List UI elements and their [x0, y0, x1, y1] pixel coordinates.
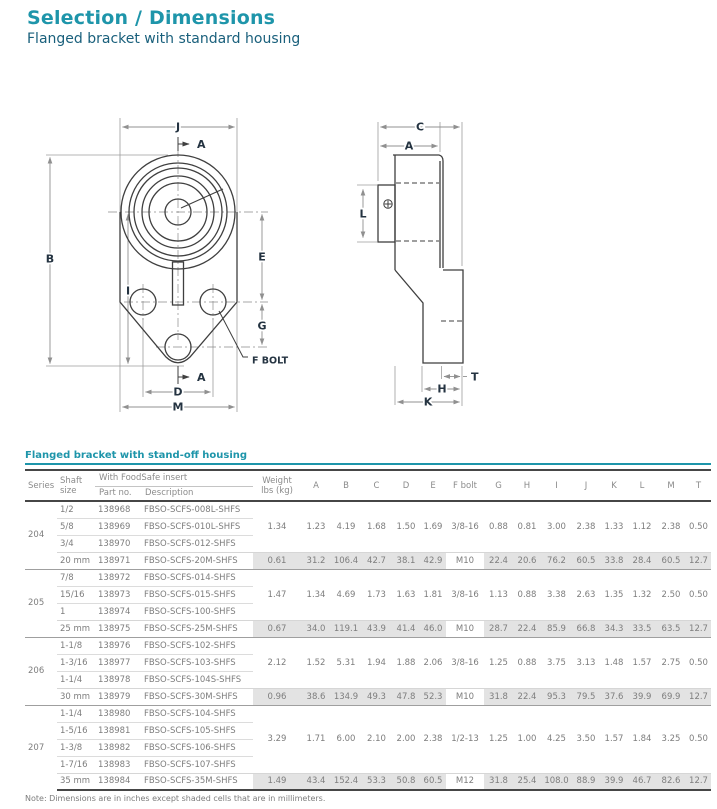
value-cell-mm: M10 [446, 620, 484, 637]
part-no-cell: 138976 [95, 637, 141, 654]
shaft-size-cell: 1-7/16 [57, 756, 95, 773]
value-cell-mm: 20.6 [513, 552, 541, 569]
col-header-dim-g: G [484, 470, 513, 501]
value-cell: 1.33 [604, 521, 624, 532]
value-cell: 0.50 [689, 521, 708, 532]
part-no-cell: 138974 [95, 603, 141, 620]
part-no-cell: 138981 [95, 722, 141, 739]
value-cell-mm: 43.9 [361, 620, 392, 637]
part-no-cell: 138984 [95, 773, 141, 790]
col-header-foodsafe-insert: With FoodSafe insert [95, 470, 253, 486]
col-header-dim-h: H [513, 470, 541, 501]
description-cell: FBSO-SCFS-104S-SHFS [141, 671, 253, 688]
stand-off-foot [395, 270, 463, 363]
value-cell: 3.75 [541, 637, 572, 688]
value-cell: 1.47 [253, 569, 301, 620]
value-cell: 2.63 [572, 569, 600, 620]
dim-label-i: I [125, 284, 131, 298]
description-cell: FBSO-SCFS-104-SHFS [141, 705, 253, 722]
shaft-size-cell: 3/4 [57, 535, 95, 552]
shaft-size-cell: 1-3/8 [57, 739, 95, 756]
value-cell-mm: 60.5 [656, 552, 686, 569]
value-cell: 1.50 [396, 521, 416, 532]
part-no-cell: 138970 [95, 535, 141, 552]
shaft-size-cell: 20 mm [57, 552, 95, 569]
value-cell: 1.63 [392, 569, 420, 620]
value-cell-mm: 38.6 [301, 688, 331, 705]
dim-label-d: D [173, 385, 183, 399]
value-cell-mm: 134.9 [331, 688, 361, 705]
value-cell: 1.94 [361, 637, 392, 688]
value-cell: 1.00 [513, 705, 541, 773]
description-cell: FBSO-SCFS-107-SHFS [141, 756, 253, 773]
description-cell: FBSO-SCFS-100-SHFS [141, 603, 253, 620]
shaft-size-cell: 15/16 [57, 586, 95, 603]
value-cell-mm: 0.67 [253, 620, 301, 637]
value-cell-mm: 22.4 [513, 620, 541, 637]
page-title: Selection / Dimensions [27, 7, 276, 29]
shaft-collar [378, 185, 395, 242]
table-row [25, 501, 711, 518]
value-cell-mm: 41.4 [392, 620, 420, 637]
value-cell: 0.50 [686, 637, 711, 688]
value-cell: 1.25 [484, 637, 513, 688]
shaft-size-cell: 1-1/4 [57, 705, 95, 722]
value-cell-mm: 39.9 [628, 688, 656, 705]
value-cell: 3.00 [547, 521, 566, 532]
col-header-weight: Weight lbs (kg) [253, 470, 301, 501]
description-cell: FBSO-SCFS-105-SHFS [141, 722, 253, 739]
value-cell-mm: 42.9 [420, 552, 446, 569]
value-cell: 1.57 [628, 637, 656, 688]
col-header-dim-l: L [628, 470, 656, 501]
value-cell-mm: M12 [446, 773, 484, 790]
value-cell: 3.38 [541, 569, 572, 620]
value-cell-mm: 82.6 [656, 773, 686, 790]
value-cell: 1.57 [600, 705, 628, 773]
shaft-size-cell: 30 mm [57, 688, 95, 705]
value-cell: 3/8-16 [451, 521, 479, 532]
value-cell-mm: 34.3 [600, 620, 628, 637]
value-cell: 3/8-16 [446, 637, 484, 688]
table-row-mm [25, 552, 711, 569]
value-cell-mm: 76.2 [541, 552, 572, 569]
value-cell-mm: 39.9 [600, 773, 628, 790]
table-row-mm [25, 773, 711, 790]
value-cell: 3.50 [572, 705, 600, 773]
part-no-cell: 138975 [95, 620, 141, 637]
front-dimension-lines [50, 127, 262, 407]
col-header-dim-k: K [600, 470, 628, 501]
value-cell-mm: 31.8 [484, 773, 513, 790]
value-cell-mm: 33.5 [628, 620, 656, 637]
shaft-size-cell: 1-1/8 [57, 637, 95, 654]
dim-label-l: L [359, 207, 367, 221]
series-cell: 206 [25, 637, 57, 705]
table-note: Note: Dimensions are in inches except shaded cells that are in millimeters. [25, 794, 326, 803]
value-cell: 5.31 [331, 637, 361, 688]
value-cell-mm: 46.7 [628, 773, 656, 790]
value-cell: 4.19 [336, 521, 356, 532]
value-cell: 2.50 [656, 569, 686, 620]
value-cell: 1.71 [301, 705, 331, 773]
value-cell-mm: 88.9 [572, 773, 600, 790]
value-cell: 0.81 [517, 521, 537, 532]
value-cell: 1.73 [361, 569, 392, 620]
col-header-dim-t: T [686, 470, 711, 501]
table-row-mm [25, 688, 711, 705]
section-label-a-bottom: A [197, 371, 206, 384]
description-cell: FBSO-SCFS-012-SHFS [141, 535, 253, 552]
value-cell: 1.68 [367, 521, 386, 532]
col-header-dim-e: E [420, 470, 446, 501]
value-cell-mm: 95.3 [541, 688, 572, 705]
table-section [25, 450, 711, 803]
value-cell: 1.84 [628, 705, 656, 773]
description-cell: FBSO-SCFS-20M-SHFS [141, 552, 253, 569]
description-cell: FBSO-SCFS-008L-SHFS [144, 504, 241, 515]
front-bracket-outline [120, 155, 237, 363]
part-no-cell: 138979 [95, 688, 141, 705]
value-cell: 3.29 [253, 705, 301, 773]
value-cell: 4.69 [331, 569, 361, 620]
dimensions-table [25, 469, 711, 791]
shaft-size-cell: 5/8 [57, 518, 95, 535]
value-cell-mm: 52.3 [420, 688, 446, 705]
series-cell: 207 [25, 705, 57, 790]
value-cell: 0.50 [686, 569, 711, 620]
value-cell-mm: 0.61 [253, 552, 301, 569]
value-cell-mm: 22.4 [484, 552, 513, 569]
value-cell-mm: 106.4 [331, 552, 361, 569]
dim-label-k: K [423, 395, 433, 409]
col-header-dim-f-bolt: F bolt [446, 470, 484, 501]
col-header-dim-a: A [301, 470, 331, 501]
dim-label-j: J [175, 120, 181, 134]
value-cell: 2.38 [661, 521, 681, 532]
value-cell-mm: 31.8 [484, 688, 513, 705]
description-cell: FBSO-SCFS-010L-SHFS [141, 518, 253, 535]
col-header-dim-i: I [541, 470, 572, 501]
value-cell: 6.00 [331, 705, 361, 773]
front-view-drawing [38, 95, 330, 430]
value-cell: 1/2-13 [446, 705, 484, 773]
value-cell-mm: 1.49 [253, 773, 301, 790]
value-cell: 2.00 [392, 705, 420, 773]
value-cell: 1.23 [306, 521, 326, 532]
table-caption: Flanged bracket with stand-off housing [25, 450, 711, 465]
col-header-dim-b: B [331, 470, 361, 501]
description-cell: FBSO-SCFS-103-SHFS [141, 654, 253, 671]
part-no-cell: 138980 [95, 705, 141, 722]
f-bolt-label: F BOLT [252, 355, 289, 367]
value-cell-mm: 28.7 [484, 620, 513, 637]
value-cell: 1.69 [423, 521, 443, 532]
col-header-dim-j: J [572, 470, 600, 501]
value-cell-mm: 12.7 [686, 773, 711, 790]
value-cell: 1.12 [632, 521, 652, 532]
shaft-size-cell: 1/2 [60, 504, 74, 515]
description-cell: FBSO-SCFS-35M-SHFS [141, 773, 253, 790]
value-cell-mm: 152.4 [331, 773, 361, 790]
side-view-drawing [345, 95, 577, 430]
value-cell-mm: M10 [446, 688, 484, 705]
value-cell: 3.13 [572, 637, 600, 688]
col-header-part-no: Part no. [95, 486, 141, 501]
value-cell-mm: 66.8 [572, 620, 600, 637]
part-no-cell: 138972 [95, 569, 141, 586]
value-cell: 2.75 [656, 637, 686, 688]
value-cell-mm: 79.5 [572, 688, 600, 705]
dim-label-c: C [415, 120, 425, 134]
value-cell-mm: 34.0 [301, 620, 331, 637]
value-cell: 4.25 [541, 705, 572, 773]
shaft-size-cell: 7/8 [57, 569, 95, 586]
part-no-cell: 138977 [95, 654, 141, 671]
part-no-cell: 138968 [98, 504, 131, 515]
value-cell-mm: 28.4 [628, 552, 656, 569]
value-cell: 1.34 [267, 521, 287, 532]
value-cell-mm: 43.4 [301, 773, 331, 790]
value-cell-mm: 42.7 [361, 552, 392, 569]
part-no-cell: 138983 [95, 756, 141, 773]
value-cell: 2.38 [420, 705, 446, 773]
shaft-size-cell: 1-5/16 [57, 722, 95, 739]
col-header-description: Description [141, 486, 253, 501]
value-cell: 0.88 [513, 637, 541, 688]
part-no-cell: 138982 [95, 739, 141, 756]
part-no-cell: 138971 [95, 552, 141, 569]
description-cell: FBSO-SCFS-102-SHFS [141, 637, 253, 654]
value-cell: 2.12 [253, 637, 301, 688]
side-dimension-lines [363, 127, 467, 402]
value-cell: 1.32 [628, 569, 656, 620]
series-cell: 204 [28, 530, 45, 541]
value-cell-mm: 33.8 [600, 552, 628, 569]
col-header-series: Series [25, 470, 57, 501]
col-header-dim-m: M [656, 470, 686, 501]
value-cell: 3/8-16 [446, 569, 484, 620]
value-cell: 1.34 [301, 569, 331, 620]
value-cell-mm: M10 [446, 552, 484, 569]
dim-label-a: A [404, 139, 414, 153]
value-cell: 3.25 [656, 705, 686, 773]
value-cell-mm: 22.4 [513, 688, 541, 705]
col-header-shaft-size: Shaft size [57, 470, 95, 501]
value-cell-mm: 0.96 [253, 688, 301, 705]
value-cell-mm: 38.1 [392, 552, 420, 569]
value-cell-mm: 47.8 [392, 688, 420, 705]
value-cell-mm: 49.3 [361, 688, 392, 705]
shaft-size-cell: 25 mm [57, 620, 95, 637]
value-cell-mm: 12.7 [686, 688, 711, 705]
value-cell-mm: 25.4 [513, 773, 541, 790]
dim-label-b: B [45, 252, 55, 266]
value-cell-mm: 37.6 [600, 688, 628, 705]
value-cell: 2.38 [576, 521, 596, 532]
col-header-dim-d: D [392, 470, 420, 501]
value-cell-mm: 12.7 [686, 552, 711, 569]
value-cell: 2.10 [361, 705, 392, 773]
col-header-dim-c: C [361, 470, 392, 501]
dim-label-e: E [258, 250, 266, 264]
value-cell-mm: 60.5 [420, 773, 446, 790]
dim-label-g: G [257, 319, 267, 333]
value-cell-mm: 31.2 [301, 552, 331, 569]
value-cell-mm: 108.0 [541, 773, 572, 790]
value-cell-mm: 12.7 [686, 620, 711, 637]
value-cell-mm: 85.9 [541, 620, 572, 637]
value-cell-mm: 60.5 [572, 552, 600, 569]
table-row [25, 705, 711, 722]
value-cell: 2.06 [420, 637, 446, 688]
shaft-size-cell: 1-3/16 [57, 654, 95, 671]
description-cell: FBSO-SCFS-015-SHFS [141, 586, 253, 603]
value-cell-mm: 63.5 [656, 620, 686, 637]
shaft-size-cell: 1-1/4 [57, 671, 95, 688]
value-cell-mm: 53.3 [361, 773, 392, 790]
front-extension-lines [46, 118, 237, 412]
description-cell: FBSO-SCFS-25M-SHFS [141, 620, 253, 637]
dim-label-t: T [471, 370, 479, 384]
part-no-cell: 138978 [95, 671, 141, 688]
value-cell-mm: 50.8 [392, 773, 420, 790]
description-cell: FBSO-SCFS-106-SHFS [141, 739, 253, 756]
part-no-cell: 138969 [95, 518, 141, 535]
part-no-cell: 138973 [95, 586, 141, 603]
table-row [25, 569, 711, 586]
value-cell: 1.25 [484, 705, 513, 773]
table-head [25, 470, 711, 501]
value-cell: 1.35 [600, 569, 628, 620]
value-cell-mm: 69.9 [656, 688, 686, 705]
table-body [25, 501, 711, 790]
side-housing-outline [378, 155, 463, 363]
table-row-mm [25, 620, 711, 637]
table-row [25, 637, 711, 654]
value-cell-mm: 46.0 [420, 620, 446, 637]
page-subtitle: Flanged bracket with standard housing [27, 31, 301, 47]
value-cell: 0.88 [489, 521, 508, 532]
description-cell: FBSO-SCFS-30M-SHFS [141, 688, 253, 705]
series-cell: 205 [25, 569, 57, 637]
shaft-size-cell: 35 mm [57, 773, 95, 790]
value-cell: 1.81 [420, 569, 446, 620]
value-cell: 0.50 [686, 705, 711, 773]
value-cell: 1.48 [600, 637, 628, 688]
value-cell-mm: 119.1 [331, 620, 361, 637]
description-cell: FBSO-SCFS-014-SHFS [141, 569, 253, 586]
section-label-a-top: A [197, 138, 206, 151]
value-cell: 1.88 [392, 637, 420, 688]
shaft-size-cell: 1 [57, 603, 95, 620]
value-cell: 0.88 [513, 569, 541, 620]
value-cell: 1.52 [301, 637, 331, 688]
dim-label-h: H [437, 382, 447, 396]
value-cell: 1.13 [484, 569, 513, 620]
dim-label-m: M [172, 400, 184, 414]
